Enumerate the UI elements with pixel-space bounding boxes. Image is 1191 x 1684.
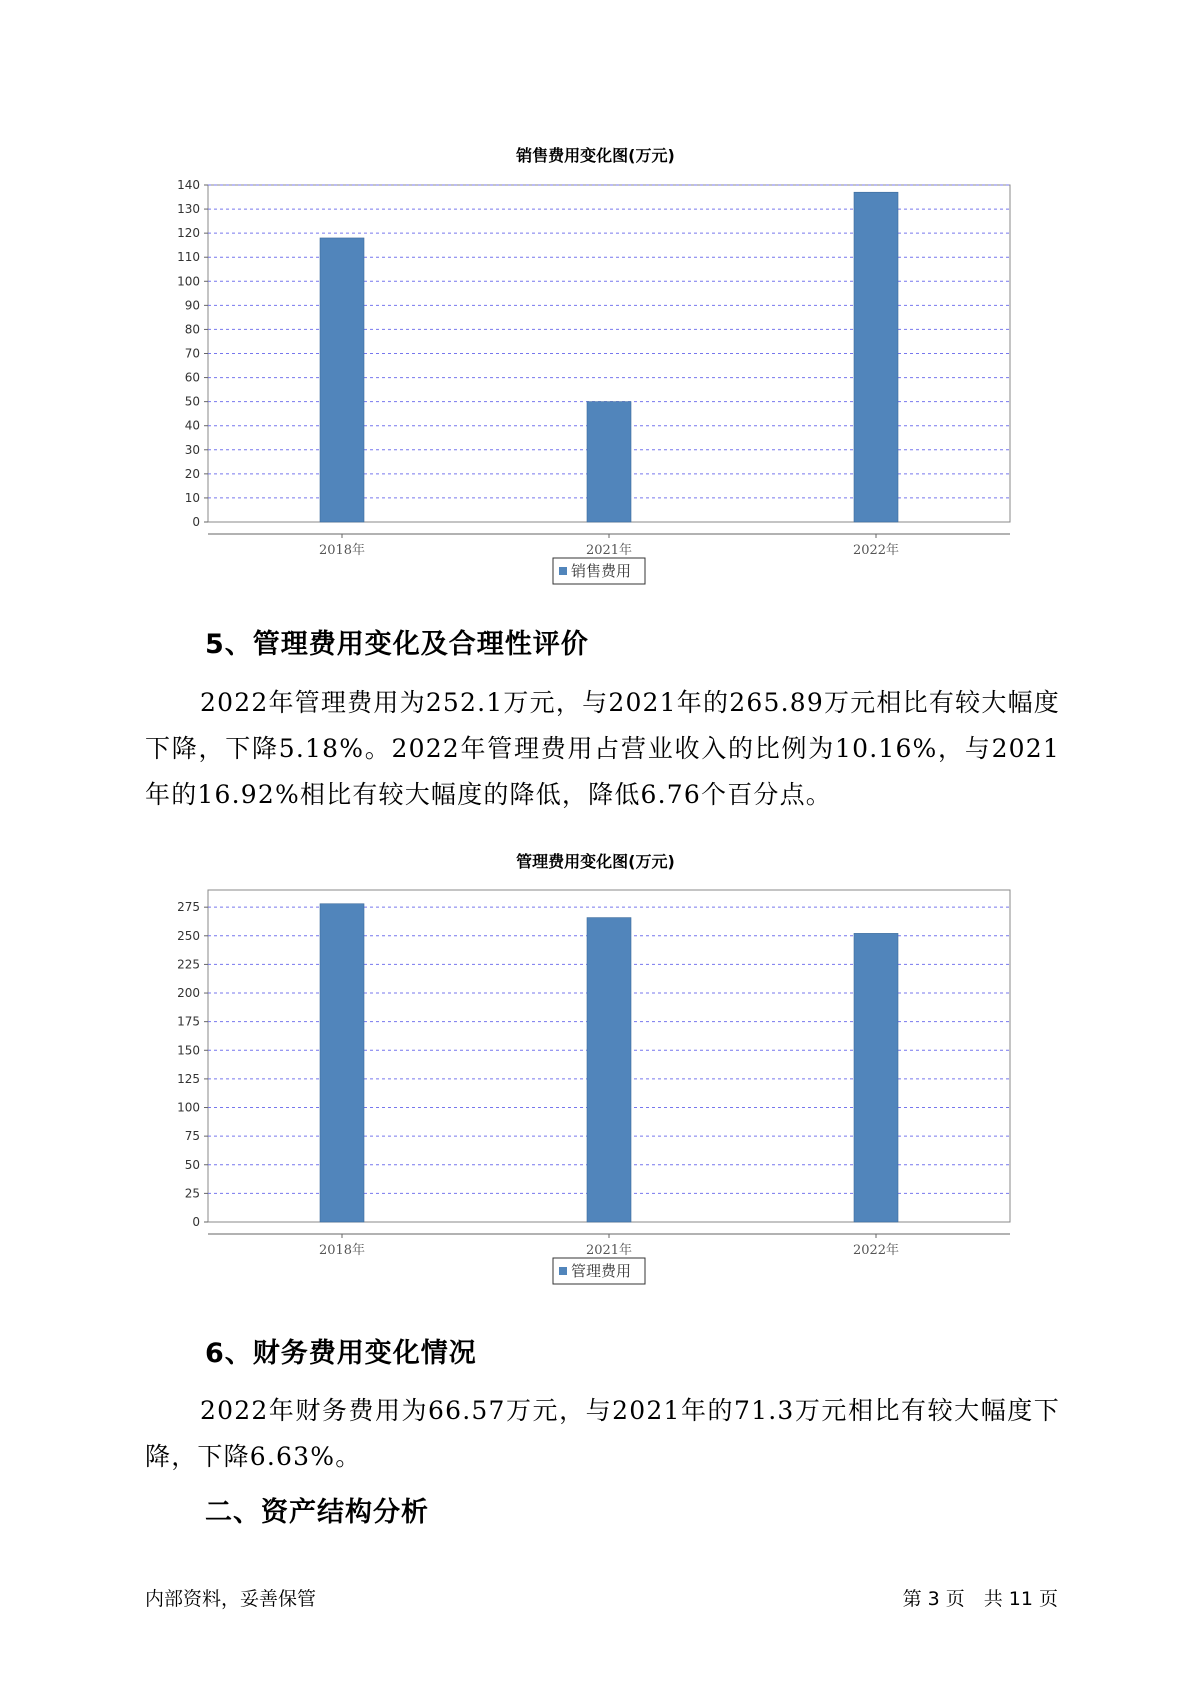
x-tick-label: 2018年 <box>318 1243 366 1258</box>
x-tick-label: 2022年 <box>852 543 900 558</box>
legend-label: 销售费用 <box>571 562 632 580</box>
y-tick-label: 40 <box>184 418 200 433</box>
y-tick-label: 110 <box>177 250 200 265</box>
y-tick-label: 150 <box>177 1043 200 1058</box>
footer-page-number: 第 3 页 共 11 页 <box>902 1588 1058 1610</box>
section-6-paragraph: 2022年财务费用为66.57万元，与2021年的71.3万元相比有较大幅度下降，下降6.63%。 <box>145 1396 1060 1471</box>
y-tick-label: 60 <box>184 370 200 385</box>
y-tick-label: 50 <box>184 394 200 409</box>
y-tick-label: 0 <box>192 1215 200 1229</box>
y-tick-label: 175 <box>177 1014 200 1029</box>
legend-swatch <box>559 1267 567 1275</box>
y-tick-label: 70 <box>184 346 200 361</box>
y-tick-label: 120 <box>177 226 200 241</box>
y-tick-label: 20 <box>184 466 200 481</box>
y-tick-label: 30 <box>184 442 200 457</box>
y-tick-label: 275 <box>177 900 200 915</box>
bar-2 <box>587 918 631 1222</box>
x-tick-label: 2021年 <box>585 543 633 558</box>
bar-1 <box>320 904 364 1222</box>
section-asset-structure-heading: 二、资产结构分析 <box>205 1497 429 1528</box>
y-tick-label: 90 <box>184 298 200 313</box>
y-tick-label: 140 <box>177 178 200 192</box>
y-tick-label: 225 <box>177 957 200 972</box>
management-chart-title: 管理费用变化图(万元) <box>516 852 675 871</box>
y-tick-label: 200 <box>177 986 200 1001</box>
sales-chart-title: 销售费用变化图(万元) <box>516 146 675 165</box>
section-6-heading: 6、财务费用变化情况 <box>205 1338 477 1369</box>
x-tick-label: 2018年 <box>318 543 366 558</box>
y-tick-label: 100 <box>177 1100 200 1115</box>
bar-3 <box>854 933 898 1222</box>
y-tick-label: 0 <box>192 515 200 529</box>
y-tick-label: 100 <box>177 274 200 289</box>
y-tick-label: 75 <box>184 1129 200 1144</box>
y-tick-label: 80 <box>184 322 200 337</box>
footer-confidential-note: 内部资料，妥善保管 <box>145 1588 317 1610</box>
section-5-paragraph: 2022年管理费用为252.1万元，与2021年的265.89万元相比有较大幅度下降，下降5.18%。2022年管理费用占营业收入的比例为10.16%，与2021年的16.92%相比有较大幅度的降低，降低6.76个百分点。 <box>145 688 1060 809</box>
section-5-heading: 5、管理费用变化及合理性评价 <box>205 629 589 660</box>
y-tick-label: 10 <box>184 490 200 505</box>
y-tick-label: 125 <box>177 1071 200 1086</box>
y-tick-label: 50 <box>184 1157 200 1172</box>
y-tick-label: 25 <box>184 1186 200 1201</box>
legend-label: 管理费用 <box>571 1262 632 1280</box>
y-tick-label: 130 <box>177 202 200 217</box>
y-tick-label: 250 <box>177 928 200 943</box>
x-tick-label: 2021年 <box>585 1243 633 1258</box>
x-tick-label: 2022年 <box>852 1243 900 1258</box>
